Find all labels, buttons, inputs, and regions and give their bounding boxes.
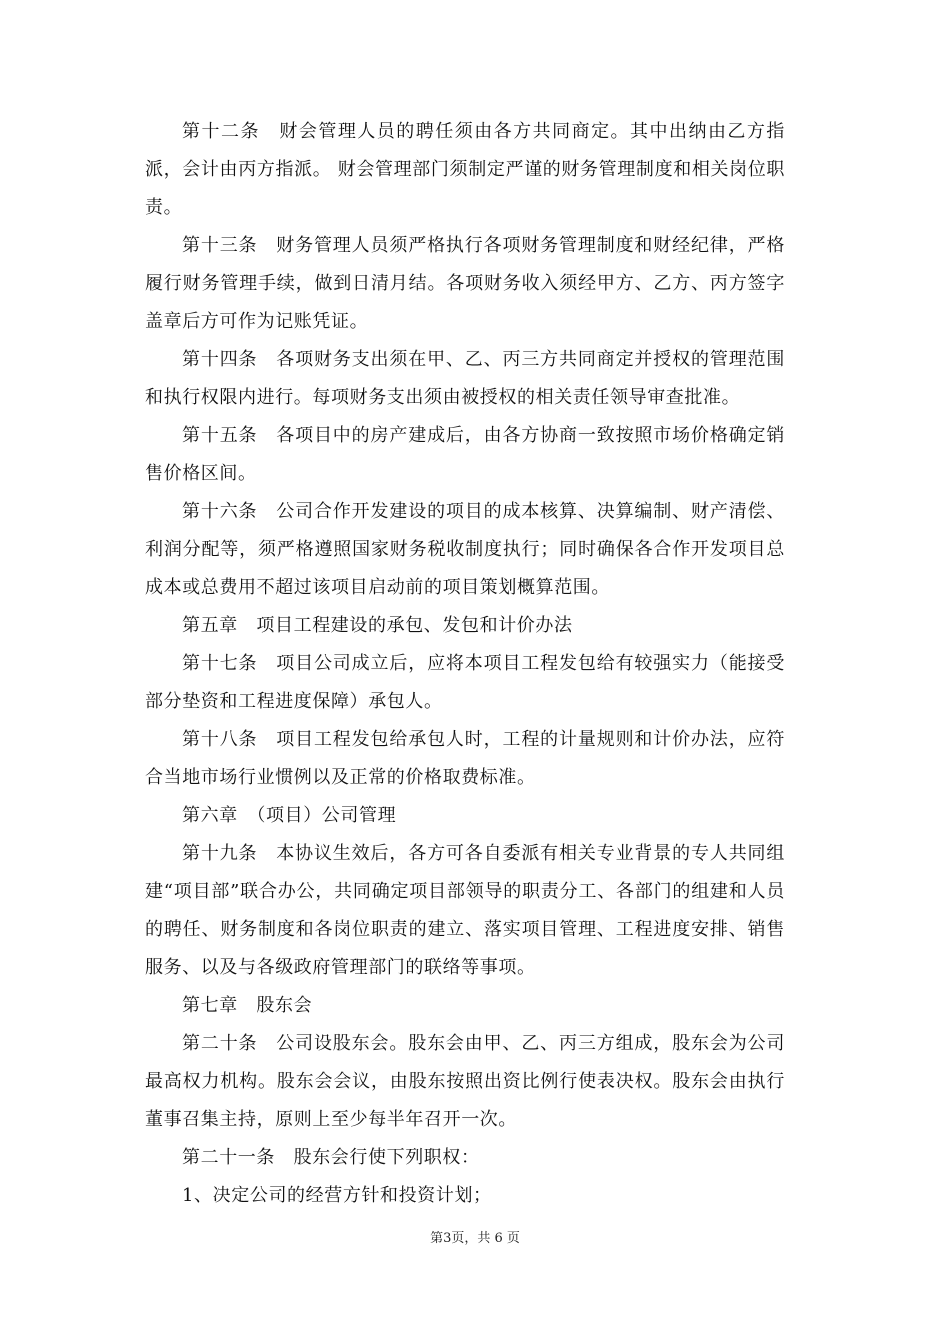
page-number-footer: 第3页，共 6 页 xyxy=(430,1231,520,1246)
article-20: 第二十条 公司设股东会。股东会由甲、乙、丙三方组成，股东会为公司最高权力机构。股东会会议，由股东按照出资比例行使表决权。股东会由执行董事召集主持，原则上至少每半年召开一次。 xyxy=(145,1033,785,1130)
article-17: 第十七条 项目公司成立后，应将本项目工程发包给有较强实力（能接受部分垫资和工程进度保障）承包人。 xyxy=(145,653,785,712)
article-18: 第十八条 项目工程发包给承包人时，工程的计量规则和计价办法，应符合当地市场行业惯例以及正常的价格取费标准。 xyxy=(145,729,785,788)
article-14: 第十四条 各项财务支出须在甲、乙、丙三方共同商定并授权的管理范围和执行权限内进行。每项财务支出须由被授权的相关责任领导审查批准。 xyxy=(145,349,785,408)
chapter-5-heading: 第五章 项目工程建设的承包、发包和计价办法 xyxy=(182,615,573,636)
article-15: 第十五条 各项目中的房产建成后，由各方协商一致按照市场价格确定销售价格区间。 xyxy=(145,425,785,484)
article-19: 第十九条 本协议生效后，各方可各自委派有相关专业背景的专人共同组建“项目部”联合办公，共同确定项目部领导的职责分工、各部门的组建和人员的聘任、财务制度和各岗位职责的建立、落实项目管理、工程进度安排、销售服务、以及与各级政府管理部门的联络等事项。 xyxy=(145,843,785,978)
article-16: 第十六条 公司合作开发建设的项目的成本核算、决算编制、财产清偿、利润分配等，须严格遵照国家财务税收制度执行；同时确保各合作开发项目总成本或总费用不超过该项目启动前的项目策划概算范围。 xyxy=(145,501,785,598)
chapter-7-heading: 第七章 股东会 xyxy=(182,995,313,1016)
article-12: 第十二条 财会管理人员的聘任须由各方共同商定。其中出纳由乙方指派，会计由丙方指派。 财会管理部门须制定严谨的财务管理制度和相关岗位职责。 xyxy=(145,121,785,218)
list-item-1: 1、决定公司的经营方针和投资计划； xyxy=(182,1185,492,1206)
document-body xyxy=(145,113,785,1215)
article-13: 第十三条 财务管理人员须严格执行各项财务管理制度和财经纪律，严格履行财务管理手续，做到日清月结。各项财务收入须经甲方、乙方、丙方签字盖章后方可作为记账凭证。 xyxy=(145,235,785,332)
article-21: 第二十一条 股东会行使下列职权： xyxy=(182,1147,480,1168)
chapter-6-heading: 第六章 （项目）公司管理 xyxy=(182,805,397,826)
